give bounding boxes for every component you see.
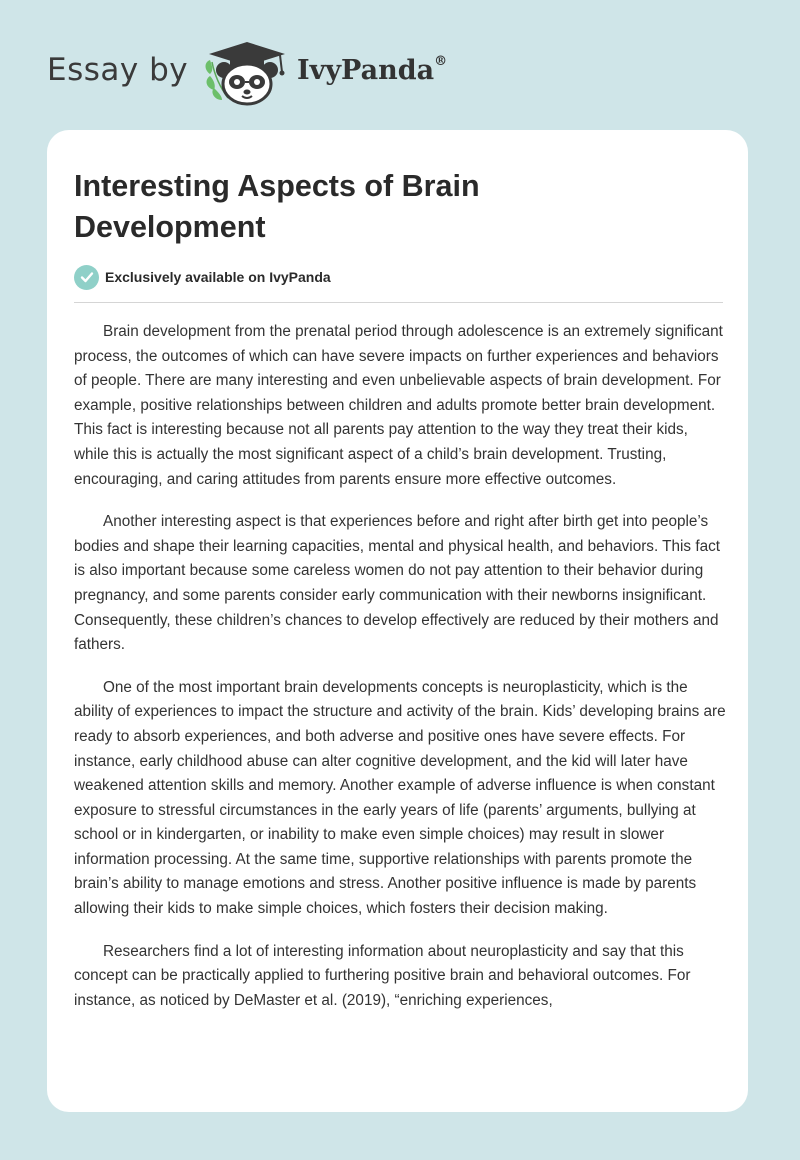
divider: [74, 302, 723, 303]
page-title: Interesting Aspects of Brain Development: [74, 169, 480, 244]
exclusive-badge: [74, 264, 331, 290]
essay-by-label: Essay by: [47, 52, 189, 88]
paragraph: Researchers find a lot of interesting information about neuroplasticity and say that this concept can be practically applied to furthering positive brain and behavioral outcomes. For instance, as noticed by DeMaster et al. (2019), “enriching experiences,: [74, 942, 691, 1009]
paragraph: One of the most important brain developments concepts is neuroplasticity, which is the ability of experiences to impact the structure and activity of the brain. Kids’ developing brains are ready to absorb experiences, and both adverse and positive ones have severe effects. For instance, early childhood abuse can alter cognitive development, and the kid will later have weakened attention skills and memory. Another example of adverse influence is when constant exposure to stressful circumstances in the early years of life (parents’ arguments, bullying at school or in kindergarten, or inability to make even simple choices) may result in slower information processing. At the same time, supportive relationships with parents promote the brain’s ability to manage emotions and stress. Another positive influence is made by parents allowing their kids to make simple choices, which fosters their decision making.: [74, 678, 726, 918]
essay-body: [74, 320, 726, 1031]
essay-card: [47, 130, 748, 1112]
registered-mark: ®: [434, 54, 448, 69]
site-header: [0, 0, 800, 130]
paragraph: Another interesting aspect is that experiences before and right after birth get into people’s bodies and shape their learning capacities, mental and physical health, and behaviors. This fact is also important because some careless women do not pay attention to their behavior during pregnancy, and some parents consider early communication with their newborns insignificant. Consequently, these children’s chances to develop effectively are reduced by their mothers and fathers.: [74, 513, 720, 654]
brand-name[interactable]: IvyPanda®: [297, 54, 448, 86]
check-icon: [74, 265, 99, 290]
exclusive-label: Exclusively available on IvyPanda: [105, 269, 331, 285]
paragraph: Brain development from the prenatal period through adolescence is an extremely significant process, the outcomes of which can have severe impacts on further experiences and behaviors of people. There are many interesting and even unbelievable aspects of brain development. For example, positive relationships between children and adults promote better brain development. This fact is interesting because not all parents pay attention to the way they treat their kids, while this is actually the most significant aspect of a child’s brain development. Trusting, encouraging, and caring attitudes from parents ensure more effective outcomes.: [74, 323, 723, 488]
ivypanda-logo-icon[interactable]: [200, 40, 295, 106]
